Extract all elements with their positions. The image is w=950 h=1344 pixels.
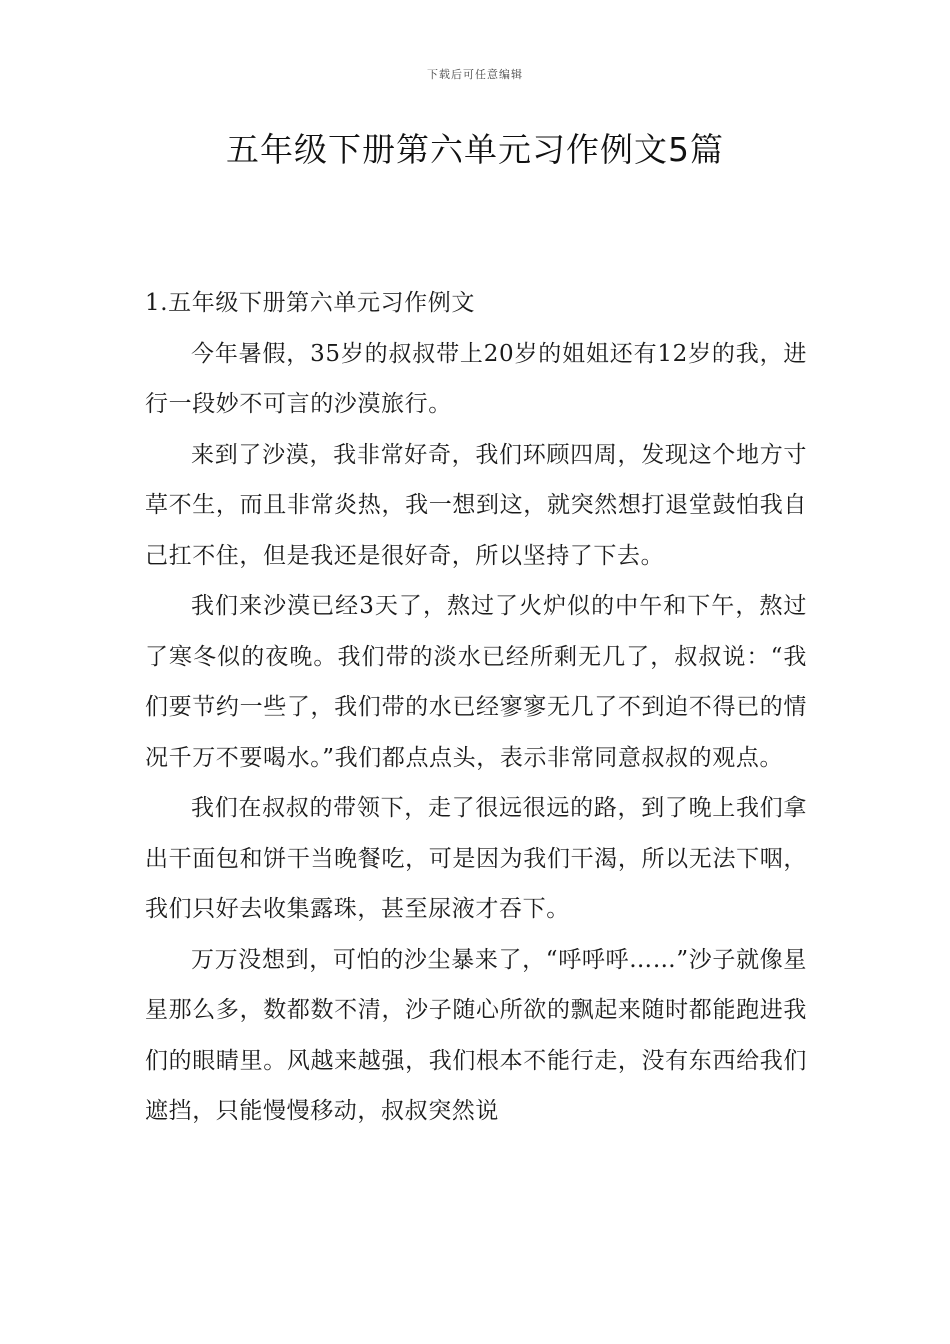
paragraph-2: 来到了沙漠，我非常好奇，我们环顾四周，发现这个地方寸草不生，而且非常炎热，我一想到这，就突然想打退堂鼓怕我自己扛不住，但是我还是很好奇，所以坚持了下去。 — [145, 441, 807, 569]
header-note: 下载后可任意编辑 — [427, 68, 523, 81]
section-heading: 1.五年级下册第六单元习作例文 — [145, 290, 475, 316]
paragraph-3: 我们来沙漠已经3天了，熬过了火炉似的中午和下午，熬过了寒冬似的夜晚。我们带的淡水已经所剩无几了，叔叔说：“我们要节约一些了，我们带的水已经寥寥无几了不到迫不得已的情况千万不要喝水。”我们都点点头，表示非常同意叔叔的观点。 — [145, 593, 807, 771]
paragraph-1: 今年暑假，35岁的叔叔带上20岁的姐姐还有12岁的我，进行一段妙不可言的沙漠旅行。 — [145, 340, 807, 417]
document-body — [145, 278, 807, 1137]
document-title: 五年级下册第六单元习作例文5篇 — [226, 130, 724, 169]
paragraph-5: 万万没想到，可怕的沙尘暴来了，“呼呼呼……”沙子就像星星那么多，数都数不清，沙子随心所欲的飘起来随时都能跑进我们的眼睛里。风越来越强，我们根本不能行走，没有东西给我们遮挡，只能慢慢移动，叔叔突然说 — [145, 946, 807, 1124]
paragraph-4: 我们在叔叔的带领下，走了很远很远的路，到了晚上我们拿出干面包和饼干当晚餐吃，可是因为我们干渴，所以无法下咽，我们只好去收集露珠，甚至尿液才吞下。 — [145, 795, 807, 922]
